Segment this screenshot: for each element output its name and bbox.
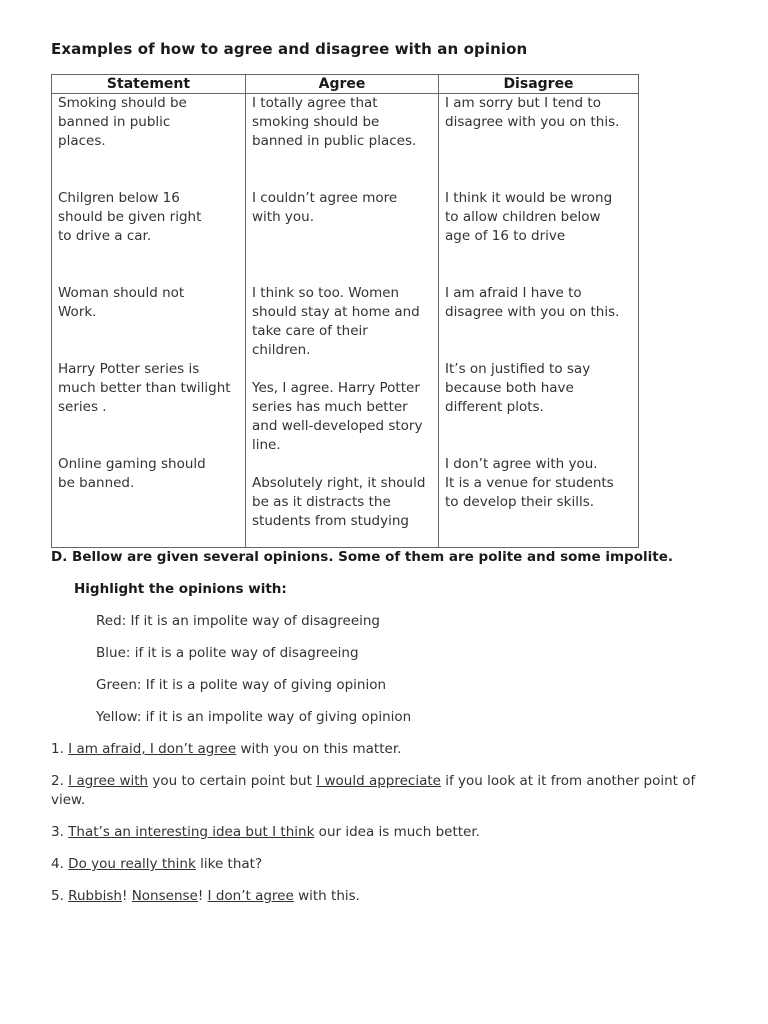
table-row bbox=[52, 94, 639, 189]
table-row bbox=[52, 455, 639, 548]
cell-disagree: I don’t agree with you. It is a venue for students to develop their skills. bbox=[439, 455, 639, 548]
cell-agree: Absolutely right, it should be as it distracts the students from studying bbox=[246, 455, 439, 548]
cell-agree: Yes, I agree. Harry Potter series has much better and well-developed story line. bbox=[246, 360, 439, 455]
underlined-phrase: I don’t agree bbox=[207, 888, 294, 904]
underlined-phrase: Do you really think bbox=[68, 856, 196, 872]
cell-agree: I think so too. Women should stay at home and take care of their children. bbox=[246, 284, 439, 360]
cell-agree: I totally agree that smoking should be banned in public places. bbox=[246, 94, 439, 189]
underlined-phrase: I would appreciate bbox=[316, 773, 441, 789]
cell-disagree: I am afraid I have to disagree with you on this. bbox=[439, 284, 639, 360]
cell-agree: I couldn’t agree more with you. bbox=[246, 189, 439, 284]
option-blue: Blue: if it is a polite way of disagreeing bbox=[96, 645, 359, 661]
opinion-item-3: 3. That’s an interesting idea but I think our idea is much better. bbox=[51, 824, 480, 840]
opinion-item-1: 1. I am afraid, I don’t agree with you on this matter. bbox=[51, 741, 402, 757]
cell-disagree: I think it would be wrong to allow children below age of 16 to drive bbox=[439, 189, 639, 284]
opinion-item-2: 2. I agree with you to certain point but I would appreciate if you look at it from another point of view. bbox=[51, 773, 696, 808]
option-yellow: Yellow: if it is an impolite way of giving opinion bbox=[96, 709, 412, 725]
table-row bbox=[52, 284, 639, 360]
cell-disagree: I am sorry but I tend to disagree with you on this. bbox=[439, 94, 639, 189]
underlined-phrase: Nonsense bbox=[131, 888, 198, 904]
page-title: Examples of how to agree and disagree with an opinion bbox=[51, 40, 528, 58]
header-disagree: Disagree bbox=[439, 75, 639, 94]
header-agree: Agree bbox=[246, 75, 439, 94]
opinion-item-4: 4. Do you really think like that? bbox=[51, 856, 263, 872]
header-statement: Statement bbox=[52, 75, 246, 94]
underlined-phrase: I am afraid, I don’t agree bbox=[68, 741, 237, 757]
underlined-phrase: I agree with bbox=[68, 773, 149, 789]
examples-table bbox=[51, 74, 639, 548]
cell-statement: Smoking should be banned in public places. bbox=[52, 94, 246, 189]
highlight-instruction: Highlight the opinions with: bbox=[74, 581, 287, 597]
underlined-phrase: That’s an interesting idea but I think bbox=[68, 824, 315, 840]
table-header-row bbox=[52, 75, 639, 94]
cell-statement: Harry Potter series is much better than twilight series . bbox=[52, 360, 246, 455]
cell-disagree: It’s on justified to say because both have different plots. bbox=[439, 360, 639, 455]
option-red: Red: If it is an impolite way of disagreeing bbox=[96, 613, 381, 629]
table-row bbox=[52, 189, 639, 284]
cell-statement: Online gaming should be banned. bbox=[52, 455, 246, 548]
cell-statement: Chilgren below 16 should be given right to drive a car. bbox=[52, 189, 246, 284]
table-row bbox=[52, 360, 639, 455]
cell-statement: Woman should not Work. bbox=[52, 284, 246, 360]
option-green: Green: If it is a polite way of giving opinion bbox=[96, 677, 387, 693]
section-d-heading: D. Bellow are given several opinions. Some of them are polite and some impolite. bbox=[51, 549, 673, 565]
underlined-phrase: Rubbish bbox=[68, 888, 122, 904]
opinion-item-5: 5. Rubbish! Nonsense! I don’t agree with this. bbox=[51, 888, 360, 904]
